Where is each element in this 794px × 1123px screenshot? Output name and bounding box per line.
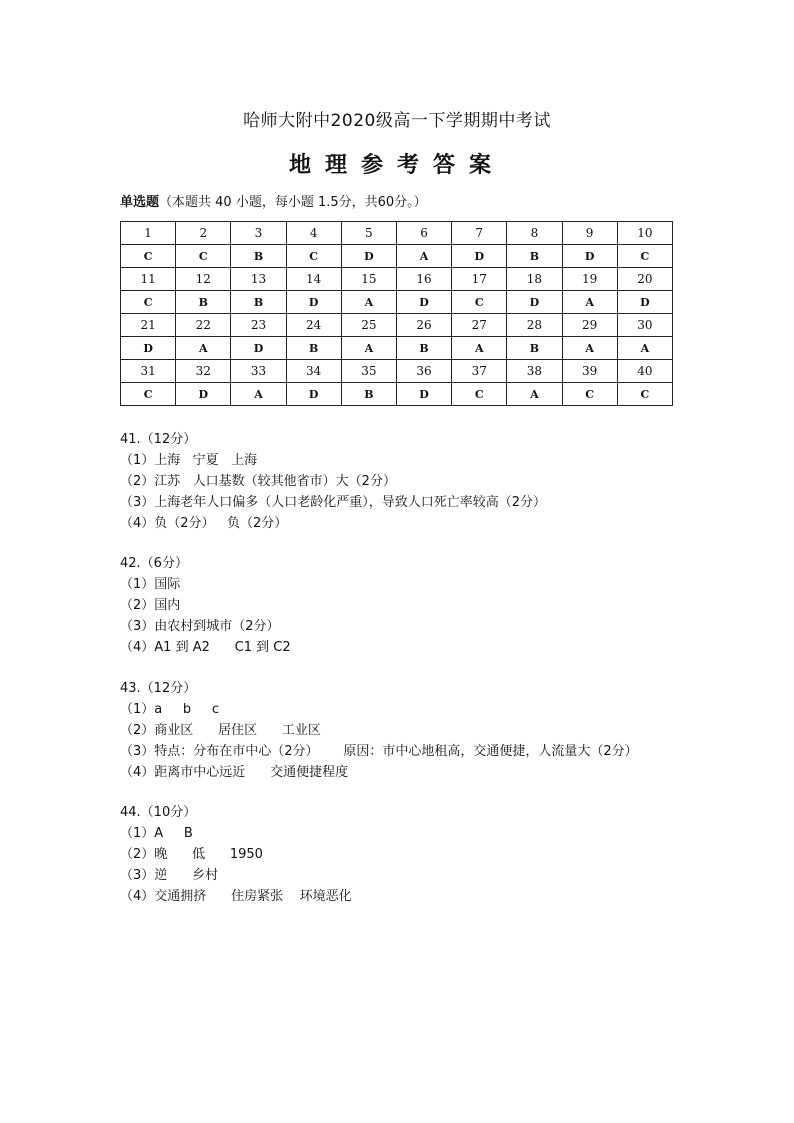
answer-cell: A <box>341 337 396 360</box>
answer-cell: B <box>231 291 286 314</box>
answer-cell: B <box>507 337 562 360</box>
answer-cell: C <box>121 291 176 314</box>
answer-line: （1）上海 宁夏 上海 <box>120 453 258 468</box>
answer-cell: C <box>452 291 507 314</box>
question-number-cell: 1 <box>121 222 176 245</box>
question-number-cell: 39 <box>562 360 617 383</box>
question-header: 43.（12分） <box>120 681 197 696</box>
answer-cell: A <box>562 337 617 360</box>
question-number-cell: 33 <box>231 360 286 383</box>
question-number-cell: 6 <box>396 222 451 245</box>
document-title: 哈师大附中2020级高一下学期期中考试 <box>243 111 551 131</box>
answer-cell: C <box>617 245 672 268</box>
answer-cell: D <box>231 337 286 360</box>
question-number-cell: 25 <box>341 314 396 337</box>
answer-cell: B <box>176 291 231 314</box>
section-label: 单选题 <box>120 195 160 210</box>
answer-line: （2）晚 低 1950 <box>120 847 263 862</box>
answer-cell: D <box>562 245 617 268</box>
answer-cell: A <box>341 291 396 314</box>
answer-line: （2）国内 <box>120 598 181 613</box>
answer-cell: B <box>341 383 396 406</box>
answer-cell: C <box>121 383 176 406</box>
question-number-cell: 36 <box>396 360 451 383</box>
document-subtitle: 地理参考答案 <box>288 153 505 178</box>
question-number-cell: 2 <box>176 222 231 245</box>
answer-row <box>121 383 673 406</box>
answer-cell: C <box>452 383 507 406</box>
answer-table <box>120 221 673 406</box>
question-number-cell: 11 <box>121 268 176 291</box>
section-description: （本题共 40 小题，每小题 1.5分，共60分。） <box>159 195 427 210</box>
question-number-row <box>121 268 673 291</box>
answer-line: （3）上海老年人口偏多（人口老龄化严重），导致人口死亡率较高（2分） <box>120 495 547 510</box>
question-number-cell: 35 <box>341 360 396 383</box>
answer-line: （3）特点：分布在市中心（2分） 原因：市中心地租高，交通便捷，人流量大（2分） <box>120 744 638 759</box>
answer-cell: D <box>396 383 451 406</box>
answer-cell: D <box>286 383 341 406</box>
answer-cell: D <box>341 245 396 268</box>
answer-line: （4）负（2分） 负（2分） <box>120 516 288 531</box>
question-number-cell: 30 <box>617 314 672 337</box>
answer-line: （3）由农村到城市（2分） <box>120 619 280 634</box>
question-number-cell: 40 <box>617 360 672 383</box>
question-number-cell: 13 <box>231 268 286 291</box>
answer-line: （3）逆 乡村 <box>120 868 219 883</box>
question-number-cell: 12 <box>176 268 231 291</box>
question-number-cell: 8 <box>507 222 562 245</box>
answer-line: （2）江苏 人口基数（较其他省市）大（2分） <box>120 474 396 489</box>
answer-row <box>121 291 673 314</box>
question-number-cell: 27 <box>452 314 507 337</box>
question-number-row <box>121 314 673 337</box>
answer-cell: A <box>176 337 231 360</box>
answer-cell: D <box>617 291 672 314</box>
question-number-cell: 18 <box>507 268 562 291</box>
answer-row <box>121 337 673 360</box>
answer-cell: B <box>507 245 562 268</box>
answer-cell: A <box>562 291 617 314</box>
question-number-cell: 37 <box>452 360 507 383</box>
answer-cell: C <box>562 383 617 406</box>
question-number-cell: 7 <box>452 222 507 245</box>
question-number-cell: 23 <box>231 314 286 337</box>
question-header: 44.（10分） <box>120 805 197 820</box>
answer-line: （1）a b c <box>120 702 219 717</box>
question-number-cell: 22 <box>176 314 231 337</box>
question-block <box>120 553 291 658</box>
answer-cell: A <box>231 383 286 406</box>
answer-line: （4）距离市中心远近 交通便捷程度 <box>120 765 349 780</box>
answer-cell: B <box>231 245 286 268</box>
section-heading <box>120 191 427 210</box>
question-number-cell: 19 <box>562 268 617 291</box>
question-number-cell: 24 <box>286 314 341 337</box>
question-number-cell: 34 <box>286 360 341 383</box>
question-block <box>120 429 546 534</box>
question-header: 42.（6分） <box>120 556 188 571</box>
answer-cell: D <box>286 291 341 314</box>
question-number-cell: 28 <box>507 314 562 337</box>
question-number-cell: 32 <box>176 360 231 383</box>
question-number-cell: 29 <box>562 314 617 337</box>
question-number-row <box>121 222 673 245</box>
answer-cell: D <box>507 291 562 314</box>
question-number-cell: 16 <box>396 268 451 291</box>
question-number-cell: 31 <box>121 360 176 383</box>
answer-line: （4）A1 到 A2 C1 到 C2 <box>120 640 291 655</box>
answer-cell: A <box>507 383 562 406</box>
question-number-cell: 21 <box>121 314 176 337</box>
question-number-cell: 10 <box>617 222 672 245</box>
answer-cell: A <box>452 337 507 360</box>
answer-cell: D <box>396 291 451 314</box>
answer-line: （1）A B <box>120 826 193 841</box>
answer-cell: C <box>121 245 176 268</box>
question-number-row <box>121 360 673 383</box>
answer-table-body <box>121 222 673 406</box>
answer-row <box>121 245 673 268</box>
question-number-cell: 15 <box>341 268 396 291</box>
answer-cell: C <box>176 245 231 268</box>
answer-line: （4）交通拥挤 住房紧张 环境恶化 <box>120 889 352 904</box>
answer-cell: C <box>286 245 341 268</box>
answer-cell: B <box>396 337 451 360</box>
question-number-cell: 38 <box>507 360 562 383</box>
answer-cell: D <box>121 337 176 360</box>
question-number-cell: 4 <box>286 222 341 245</box>
question-number-cell: 26 <box>396 314 451 337</box>
question-number-cell: 5 <box>341 222 396 245</box>
answer-cell: A <box>396 245 451 268</box>
answer-cell: A <box>617 337 672 360</box>
question-number-cell: 14 <box>286 268 341 291</box>
answer-line: （2）商业区 居住区 工业区 <box>120 723 321 738</box>
answer-cell: C <box>617 383 672 406</box>
question-block <box>120 678 638 783</box>
question-number-cell: 20 <box>617 268 672 291</box>
question-block <box>120 802 352 907</box>
answer-line: （1）国际 <box>120 577 181 592</box>
question-header: 41.（12分） <box>120 432 197 447</box>
answer-cell: D <box>452 245 507 268</box>
question-number-cell: 3 <box>231 222 286 245</box>
question-number-cell: 9 <box>562 222 617 245</box>
question-number-cell: 17 <box>452 268 507 291</box>
answer-cell: D <box>176 383 231 406</box>
answer-cell: B <box>286 337 341 360</box>
